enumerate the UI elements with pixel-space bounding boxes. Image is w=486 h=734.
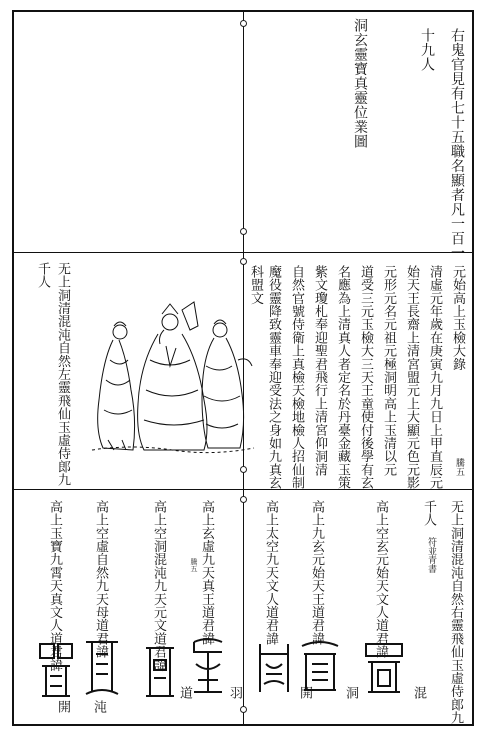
taboo-name: 開	[55, 700, 70, 714]
three-immortals-illustration	[88, 300, 258, 454]
taboo-name: 羽	[227, 686, 242, 700]
text-column: 道受三元玉檢大三天王童使付後學有玄	[358, 265, 373, 490]
taboo-name: 洞	[343, 686, 358, 700]
binding-hole	[240, 466, 247, 473]
talisman-seal-glyph	[188, 636, 228, 696]
taboo-name: 開	[297, 686, 312, 700]
text-column: 高上玄虛九天真王道君諱	[199, 500, 214, 646]
section-title: 洞玄靈寶真靈位業圖	[352, 18, 368, 149]
text-column: 无上洞清混沌自然右靈飛仙玉虛侍郎九	[448, 500, 463, 725]
text-column: 始天王長齋上清宮盟元上大顯元色元影	[404, 265, 419, 490]
taboo-name: 混	[411, 686, 426, 700]
margin-note: 騰五	[190, 558, 198, 572]
talisman-seal-glyph	[254, 640, 294, 696]
text-column: 名應為上清真人者定名於丹臺金藏玉策	[335, 265, 350, 490]
margin-note: 騰五	[454, 458, 464, 476]
text-column: 高上玉寶九霄天真文人道君諱	[47, 500, 62, 672]
text-column: 自然官號侍衛上真檢天檢地檢人招仙制	[289, 265, 304, 490]
text-column: 元始高上玉檢大錄	[450, 265, 465, 371]
talisman-seal-glyph	[82, 636, 122, 700]
talisman-seal-glyph	[36, 640, 76, 702]
taboo-name: 道	[177, 686, 192, 700]
text-column: 高上空洞混沌九天元文道君諱	[151, 500, 166, 672]
binding-hole	[240, 496, 247, 503]
binding-hole	[240, 258, 247, 265]
text-column: 魔役靈降致靈車奉迎受法之身如九真玄	[266, 265, 281, 490]
inline-note: 符並青書	[426, 537, 436, 573]
taboo-name: 沌	[91, 700, 106, 714]
text-column: 高上九玄元始天王道君諱	[309, 500, 324, 646]
binding-hole	[240, 228, 247, 235]
text-column: 清虛元年歲在庚寅九月九日上甲直辰元	[427, 265, 442, 490]
text-column: 科盟文	[248, 265, 263, 305]
text-column: 右鬼官見有七十五職名顯者凡一百一	[449, 28, 465, 260]
caption-column: 千人	[35, 262, 50, 289]
text-column: 高上太空九天文人道君諱	[263, 500, 278, 646]
talisman-seal-glyph	[362, 640, 406, 696]
text-column: 千人	[421, 500, 436, 527]
binding-hole	[240, 20, 247, 27]
text-column: 十九人	[419, 28, 435, 72]
text-column: 高上空玄元始天文人道君諱	[373, 500, 388, 659]
binding-hole	[240, 706, 247, 713]
caption-column: 无上洞清混沌自然左靈飛仙玉虛侍郎九	[55, 262, 70, 487]
text-column: 紫文瓊札奉迎聖君飛行上清宮仰洞清	[312, 265, 327, 477]
talisman-seal-glyph	[142, 644, 178, 700]
text-column: 元形元名元祖元極洞明高上玉清以元	[381, 265, 396, 477]
text-column: 高上空虛自然九天母道君諱	[93, 500, 108, 659]
